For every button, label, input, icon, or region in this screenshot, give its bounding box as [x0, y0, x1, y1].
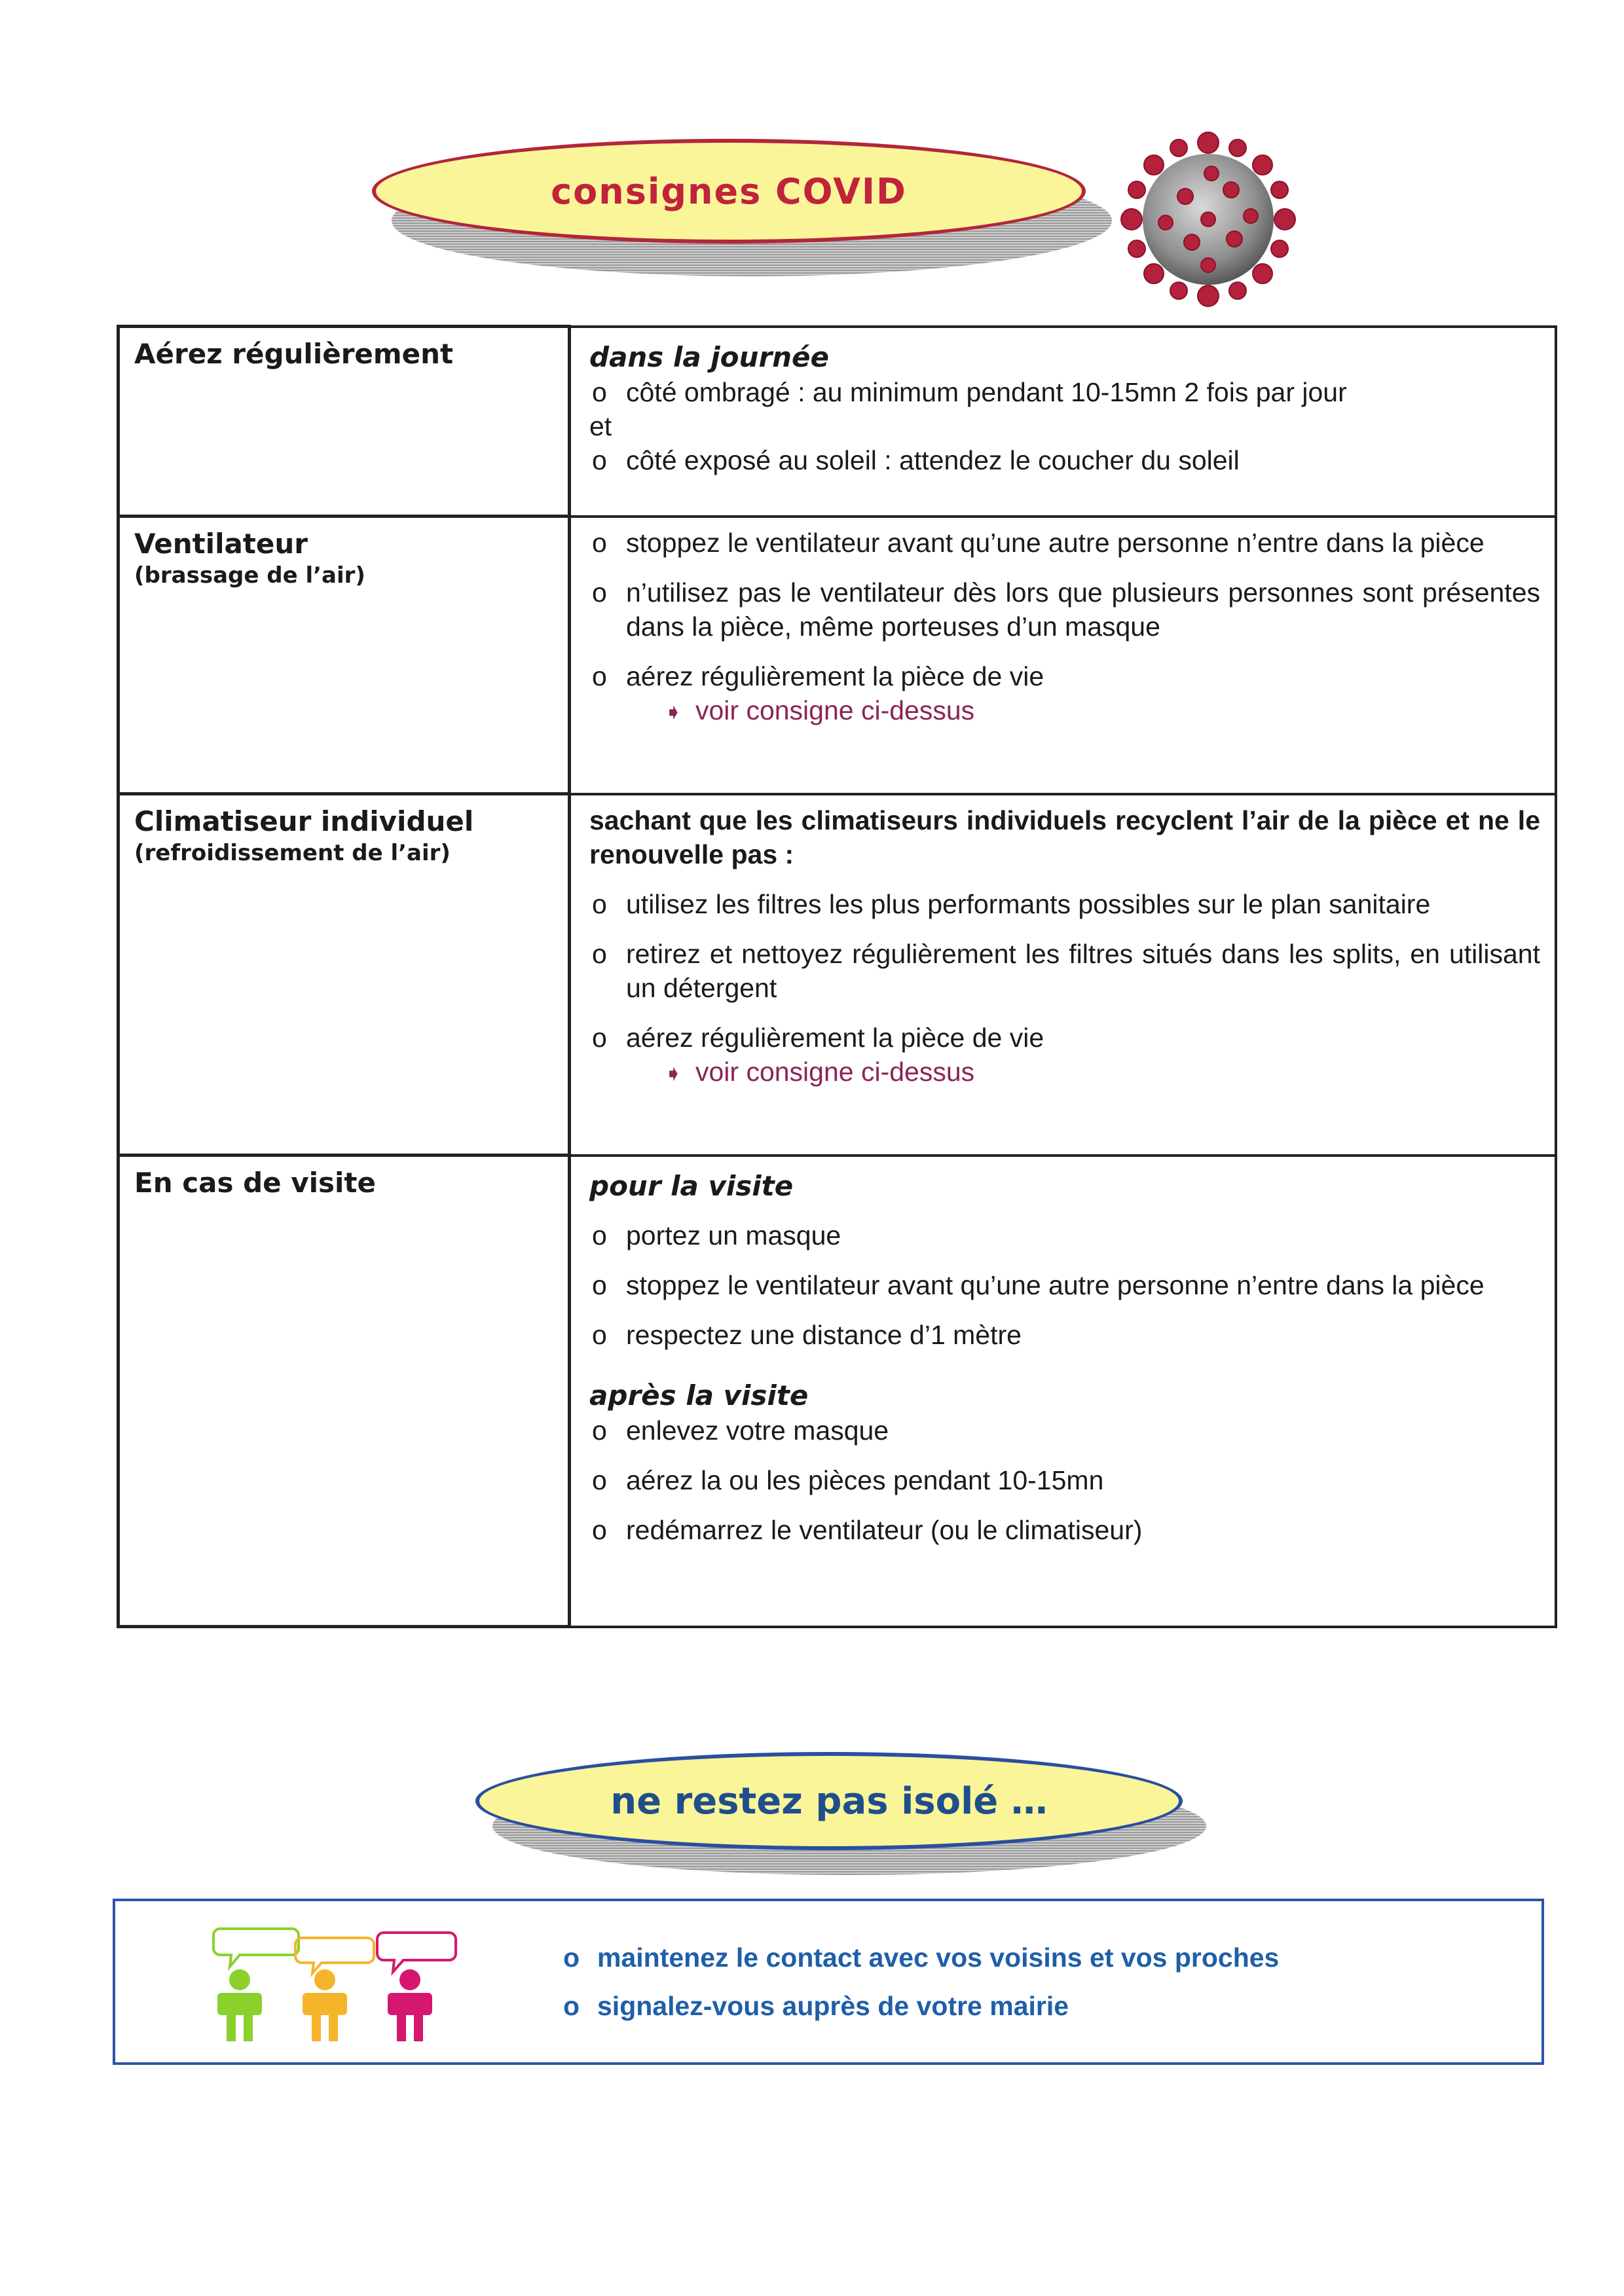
- row-content-cell: [570, 517, 1557, 794]
- connector-text: et: [589, 410, 612, 441]
- table-row: [119, 327, 1557, 517]
- list-item: o aérez régulièrement la pièce de vie ➧ voir consigne ci-dessus: [589, 1021, 1540, 1091]
- row-label: Aérez régulièrement: [134, 338, 454, 370]
- instruction-list: [589, 443, 1540, 477]
- bullet-icon: o: [592, 1269, 607, 1300]
- list-item: o portez un masque: [589, 1218, 1540, 1252]
- page-title: consignes COVID: [372, 139, 1086, 244]
- section-heading: dans la journée: [589, 340, 830, 373]
- list-item: o aérez la ou les pièces pendant 10-15mn: [589, 1463, 1540, 1497]
- list-item: o enlevez votre masque: [589, 1413, 1540, 1448]
- row-label: En cas de visite: [134, 1167, 376, 1199]
- bullet-icon: o: [592, 1220, 607, 1250]
- instruction-list: [589, 526, 1540, 729]
- people-talking-icon: [194, 1916, 489, 2047]
- list-item: o redémarrez le ventilateur (ou le climatiseur): [589, 1513, 1540, 1547]
- cross-reference-note: ➧ voir consigne ci-dessus: [626, 1055, 1540, 1091]
- list-item: o n’utilisez pas le ventilateur dès lors que plusieurs personnes sont présentes dans la pièce, même porteuses d’un masque: [589, 575, 1540, 644]
- bullet-icon: o: [592, 1415, 607, 1446]
- bullet-icon: o: [592, 1465, 607, 1495]
- list-item: o stoppez le ventilateur avant qu’une autre personne n’entre dans la pièce: [589, 526, 1540, 560]
- row-label-cell: [119, 517, 570, 794]
- arrow-icon: ➧: [664, 699, 683, 725]
- list-item: o aérez régulièrement la pièce de vie ➧ voir consigne ci-dessus: [589, 659, 1540, 729]
- section-heading: pour la visite: [589, 1169, 794, 1202]
- row-label-cell: [119, 794, 570, 1156]
- row-content-cell: [570, 327, 1557, 517]
- bullet-icon: o: [592, 1022, 607, 1053]
- table-row: [119, 517, 1557, 794]
- bullet-icon: o: [563, 1942, 580, 1973]
- bullet-icon: o: [592, 1319, 607, 1350]
- row-sublabel: (refroidissement de l’air): [134, 840, 451, 866]
- row-content-cell: [570, 1156, 1557, 1627]
- bullet-icon: o: [592, 888, 607, 919]
- row-content-cell: [570, 794, 1557, 1156]
- bullet-icon: o: [563, 1991, 580, 2021]
- bullet-icon: o: [592, 445, 607, 475]
- list-item: o respectez une distance d’1 mètre: [589, 1318, 1540, 1352]
- instruction-list: [589, 1413, 1540, 1547]
- list-item: o maintenez le contact avec vos voisins et vos proches: [561, 1941, 1279, 1975]
- row-label: Ventilateur: [134, 528, 308, 560]
- bullet-icon: o: [592, 661, 607, 691]
- instructions-table: [117, 325, 1557, 1628]
- cross-reference-note: ➧ voir consigne ci-dessus: [626, 693, 1540, 729]
- list-item: o signalez-vous auprès de votre mairie: [561, 1989, 1279, 2023]
- table-row: [119, 794, 1557, 1156]
- footer-title: ne restez pas isolé …: [475, 1752, 1183, 1850]
- list-item: o côté exposé au soleil : attendez le coucher du soleil: [589, 443, 1540, 477]
- bullet-icon: o: [592, 376, 607, 407]
- instruction-list: [589, 375, 1540, 409]
- title-banner: [372, 139, 1118, 283]
- list-item: o stoppez le ventilateur avant qu’une autre personne n’entre dans la pièce: [589, 1268, 1540, 1302]
- intro-text: sachant que les climatiseurs individuels recyclent l’air de la pièce et ne le renouvelle pas :: [589, 805, 1540, 869]
- bullet-icon: o: [592, 527, 607, 558]
- list-item: o utilisez les filtres les plus performants possibles sur le plan sanitaire: [589, 887, 1540, 921]
- footer-banner: [475, 1752, 1215, 1883]
- section-heading: après la visite: [589, 1379, 809, 1412]
- arrow-icon: ➧: [664, 1061, 683, 1086]
- row-sublabel: (brassage de l’air): [134, 562, 365, 589]
- bullet-icon: o: [592, 577, 607, 608]
- contact-list: [561, 1941, 1279, 2037]
- row-label: Climatiseur individuel: [134, 805, 474, 837]
- list-item: o retirez et nettoyez régulièrement les filtres situés dans les splits, en utilisant un détergent: [589, 937, 1540, 1005]
- row-label-cell: [119, 327, 570, 517]
- table-row: [119, 1156, 1557, 1627]
- instruction-list: [589, 887, 1540, 1091]
- bullet-icon: o: [592, 938, 607, 969]
- coronavirus-icon: [1113, 124, 1303, 314]
- bullet-icon: o: [592, 1514, 607, 1545]
- row-label-cell: [119, 1156, 570, 1627]
- instruction-list: [589, 1218, 1540, 1352]
- contact-box: [113, 1899, 1544, 2065]
- list-item: o côté ombragé : au minimum pendant 10-15mn 2 fois par jour: [589, 375, 1540, 409]
